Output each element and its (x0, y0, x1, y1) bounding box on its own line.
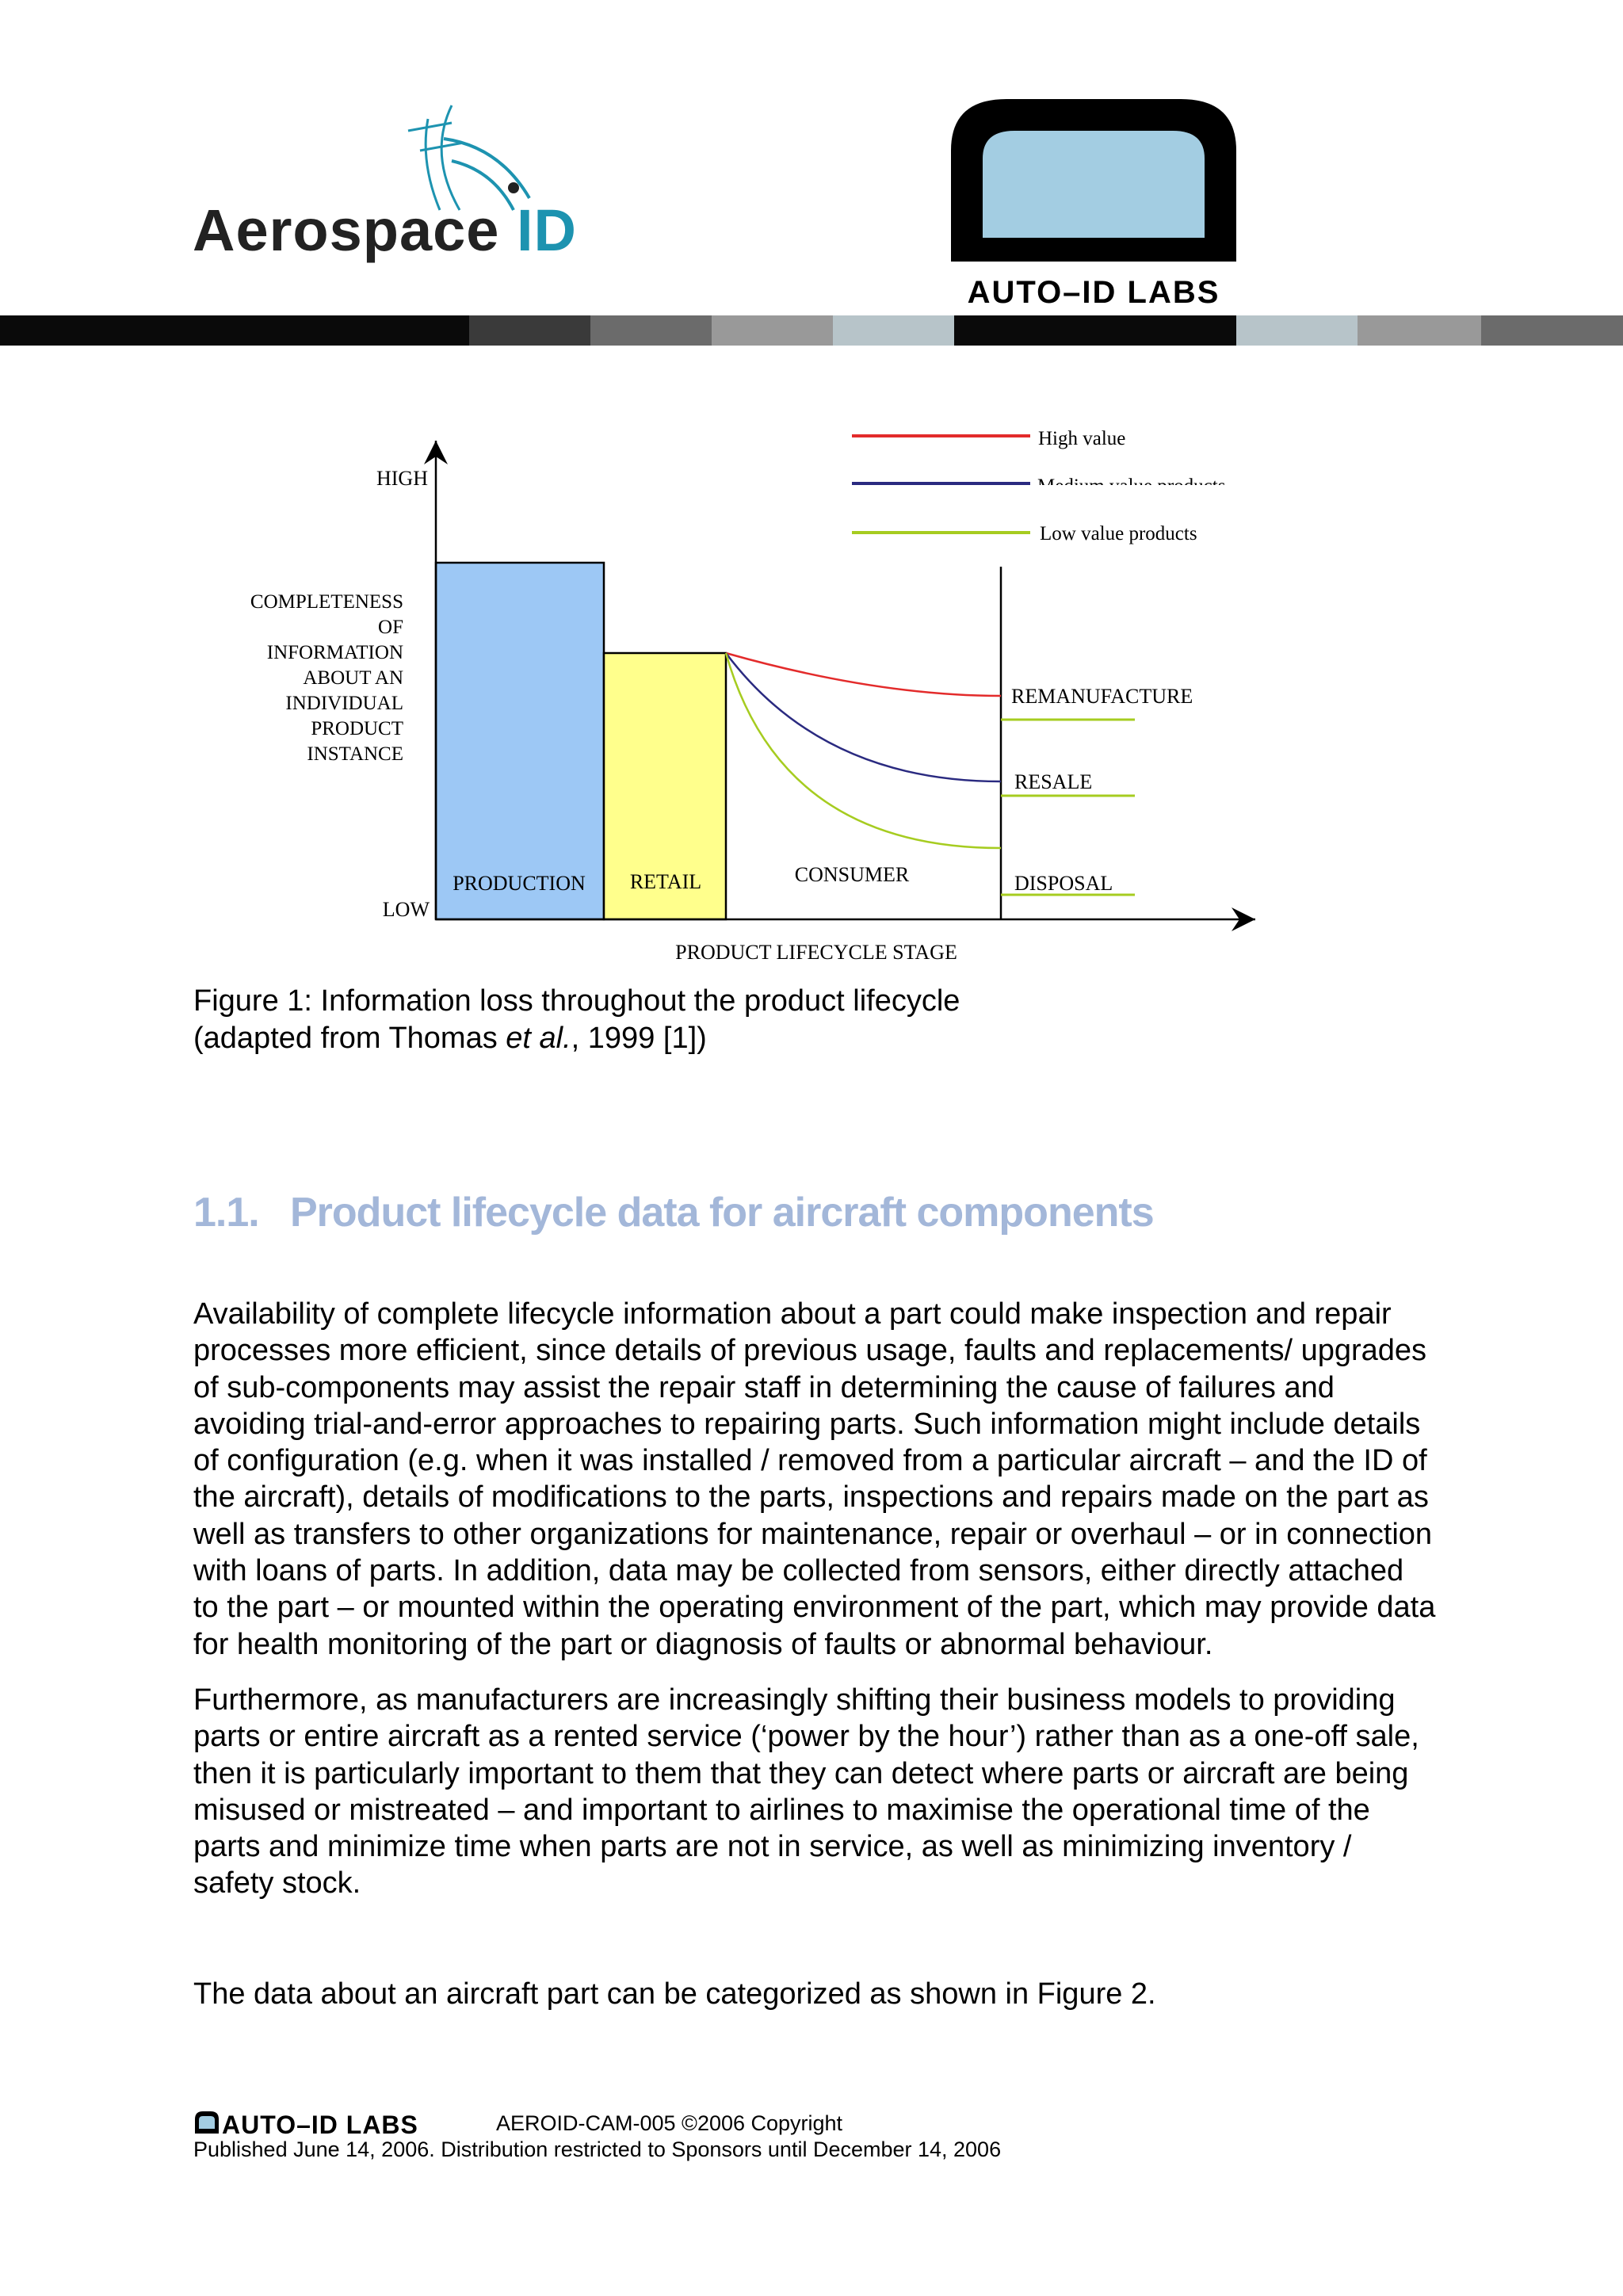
stage-label-consumer: CONSUMER (794, 863, 910, 886)
x-axis-title: PRODUCT LIFECYCLE STAGE (675, 941, 957, 964)
figure-caption-line1: Figure 1: Information loss throughout the product lifecycle (193, 984, 960, 1018)
y-axis-title-line: INDIVIDUAL (285, 693, 403, 714)
paragraph: Furthermore, as manufacturers are increasingly shifting their business models to providing parts or entire aircraft as a rented service (‘power by the hour’) rather than as a one-off sale, then it is particularly important to them that they can detect where parts or aircraft are being misused or mistreated – and important to airlines to maximise the operational time of the parts and minimize time when parts are not in service, as well as minimizing inventory / safety stock. (193, 1683, 1419, 1901)
auto-id-labs-logo (951, 95, 1236, 277)
y-axis-title-line: COMPLETENESS (250, 591, 403, 613)
stripe-segment (469, 315, 590, 346)
end-label-remanufacture: REMANUFACTURE (1011, 685, 1193, 708)
medium-value-curve (726, 653, 1001, 781)
header-stripe (0, 315, 1623, 346)
section-number: 1.1. (193, 1190, 259, 1236)
high-value-curve (726, 653, 1001, 696)
y-axis-title-line: INSTANCE (307, 743, 403, 765)
y-axis-title-line: OF (378, 617, 403, 638)
footer-logo (193, 2110, 495, 2141)
paragraph: Availability of complete lifecycle information about a part could make inspection and repair processes more efficient, since details of previous usage, faults and replacements/ upgrades of sub-components may assist the repair staff in determining the cause of failures and avoiding trial-and-error approaches to repairing parts. Such information might include details of configuration (e.g. when it was installed / removed from a particular aircraft – and the ID of the aircraft), details of modifications to the parts, inspections and repairs made on the part as well as transfers to other organizations for maintenance, repair or overhaul – or in connection with loans of parts. In addition, data may be collected from sensors, either directly attached to the part – or mounted within the operating environment of the part, which may provide data for health monitoring of the part or diagnosis of faults or abnormal behaviour. (193, 1297, 1436, 1661)
legend-label-low: Low value products (1040, 523, 1197, 544)
production-bar (436, 563, 604, 919)
footer-published: Published June 14, 2006. Distribution restricted to Sponsors until December 14, 2006 (193, 2137, 1002, 2161)
footer-logo-text: AUTO–ID LABS (222, 2111, 418, 2137)
y-axis-title-line: PRODUCT (311, 718, 403, 739)
lifecycle-chart (222, 412, 1284, 975)
stripe-segment (833, 315, 954, 346)
stage-label-retail: RETAIL (629, 870, 702, 893)
stripe-segment (1358, 315, 1481, 346)
figure-caption-line2: (adapted from Thomas et al., 1999 [1]) (193, 1022, 707, 1055)
legend-label-medium-clip (1037, 476, 1225, 497)
footer-reference: AEROID-CAM-005 ©2006 Copyright (496, 2111, 843, 2135)
y-axis-title-line: ABOUT AN (303, 667, 403, 689)
stripe-segment (712, 315, 833, 346)
stage-label-production: PRODUCTION (453, 872, 586, 895)
section-title: Product lifecycle data for aircraft components (290, 1190, 1154, 1236)
stripe-segment (954, 315, 1236, 346)
legend-label-medium: Medium value products (1037, 476, 1226, 497)
auto-id-labs-wordmark: AUTO–ID LABS (967, 275, 1220, 310)
y-axis-low-label: LOW (382, 898, 430, 921)
paragraph: The data about an aircraft part can be categorized as shown in Figure 2. (193, 1977, 1156, 2011)
end-label-disposal: DISPOSAL (1014, 872, 1113, 895)
aerospace-id-wordmark: Aerospace ID (193, 197, 577, 263)
stripe-segment (1481, 315, 1623, 346)
y-axis-title-line: INFORMATION (266, 642, 403, 663)
y-axis-high-label: HIGH (376, 467, 428, 490)
stripe-segment (0, 315, 469, 346)
figure-caption (193, 983, 960, 1057)
section-heading (193, 1189, 1154, 1236)
stripe-segment (1236, 315, 1358, 346)
end-label-resale: RESALE (1014, 770, 1093, 793)
stripe-segment (590, 315, 712, 346)
legend-label-high: High value (1038, 428, 1126, 449)
low-value-curve (726, 653, 1001, 848)
